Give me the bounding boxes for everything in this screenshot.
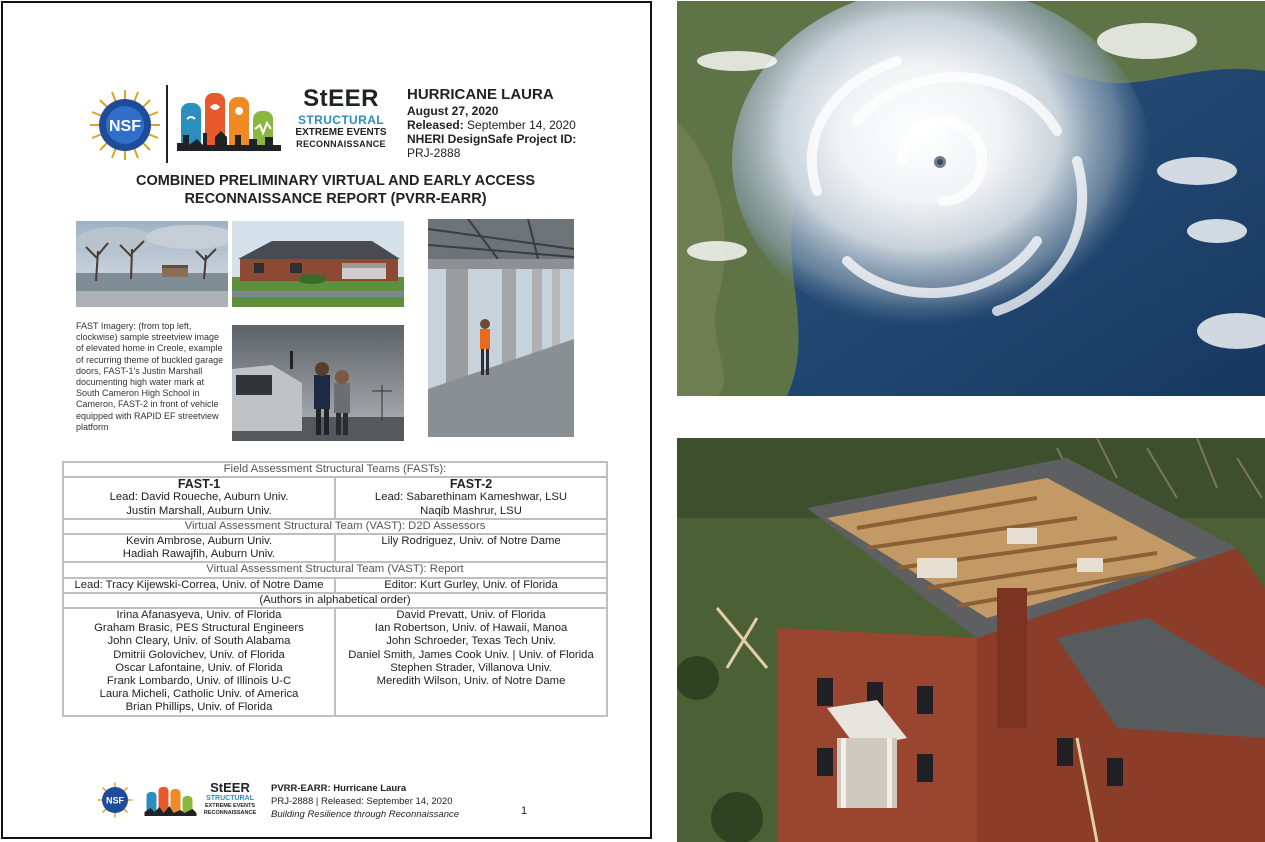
author: Meredith Wilson, Univ. of Notre Dame [376, 675, 566, 688]
vast-report-header: Virtual Assessment Structural Team (VAST): Report [63, 562, 607, 577]
svg-text:NSF: NSF [106, 795, 124, 806]
released-label: Released: [407, 118, 464, 132]
nsf-logo [89, 89, 161, 161]
fast1-name: FAST-1 [177, 477, 221, 492]
steer-line1: STRUCTURAL [298, 113, 384, 127]
event-info [407, 86, 607, 160]
report-title-line1: COMBINED PRELIMINARY VIRTUAL AND EARLY ACCESS [135, 173, 536, 189]
d2d-left-cell [63, 534, 335, 562]
footer-nsf-logo [97, 782, 133, 818]
author: John Cleary, Univ. of South Alabama [107, 635, 291, 648]
project-label: NHERI DesignSafe Project ID: [407, 132, 577, 146]
report-lead: Lead: Tracy Kijewski-Correa, Univ. of Notre Dame [63, 578, 335, 593]
footer-title: PVRR-EARR: Hurricane Laura [271, 783, 407, 794]
footer-text [271, 782, 511, 821]
author: Irina Afanasyeva, Univ. of Florida [116, 609, 282, 622]
photo-fast2-team-vehicle [232, 325, 404, 441]
vast-d2d-header: Virtual Assessment Structural Team (VAST): D2D Assessors [63, 519, 607, 534]
author: Dmitrii Golovichev, Univ. of Florida [113, 648, 285, 661]
author: Ian Robertson, Univ. of Hawaii, Manoa [374, 622, 568, 635]
fast2-name: FAST-2 [449, 477, 493, 492]
report-editor: Editor: Kurt Gurley, Univ. of Florida [335, 578, 607, 593]
steer-line2: EXTREME EVENTS [295, 127, 387, 138]
fast2-lead: Lead: Sabarethinam Kameshwar, LSU [374, 491, 568, 504]
steer-logo-graphic [177, 87, 281, 159]
fast2-member: Naqib Mashrur, LSU [420, 504, 522, 517]
photo-caption: FAST Imagery: (from top left, clockwise) sample streetview image of elevated home in Creole, example of recurring theme of buckled garage doors, FAST-1's Justin Marshall documenting high water mark at South Cameron High School in Cameron, FAST-2 in front of vehicle equipped with RAPID EF streetview platform [76, 321, 224, 432]
author: Graham Brasic, PES Structural Engineers [94, 622, 304, 635]
photo-brick-house [232, 221, 404, 307]
hurricane-satellite-image [677, 1, 1265, 396]
footer-meta: PRJ-2888 | Released: September 14, 2020 [271, 796, 453, 807]
d2d-member: Lily Rodriguez, Univ. of Notre Dame [381, 535, 561, 548]
fast1-lead: Lead: David Roueche, Auburn Univ. [109, 491, 289, 504]
steer-name: StEER [303, 85, 379, 112]
footer-steer-line1: STRUCTURAL [206, 795, 254, 802]
damaged-house-aerial-image [677, 438, 1265, 842]
d2d-right-cell [335, 534, 607, 562]
svg-text:NSF: NSF [109, 118, 141, 135]
footer-tagline: Building Resilience through Reconnaissance [271, 809, 460, 820]
footer-steer-line3: RECONNAISSANCE [203, 810, 257, 816]
page-number: 1 [521, 805, 528, 817]
report-title [63, 172, 608, 208]
footer-steer-line2: EXTREME EVENTS [204, 803, 256, 809]
author: Oscar Lafontaine, Univ. of Florida [115, 661, 283, 674]
report-page [1, 1, 652, 839]
authors-header: (Authors in alphabetical order) [63, 593, 607, 608]
steer-wordmark [293, 85, 389, 150]
event-title: HURRICANE LAURA [407, 86, 554, 103]
author: John Schroeder, Texas Tech Univ. [386, 635, 556, 648]
d2d-member: Hadiah Rawajfih, Auburn Univ. [122, 548, 276, 561]
author: Stephen Strader, Villanova Univ. [390, 661, 552, 674]
photo-flooded-street [76, 221, 228, 307]
event-date: August 27, 2020 [407, 104, 499, 118]
author: Brian Phillips, Univ. of Florida [125, 701, 273, 714]
project-id: PRJ-2888 [407, 146, 461, 160]
photo-school-high-water-mark [428, 219, 574, 437]
logo-divider [166, 85, 168, 163]
author: Laura Micheli, Catholic Univ. of America [99, 688, 299, 701]
author: Daniel Smith, James Cook Univ. | Univ. of Florida [348, 648, 594, 661]
fast-header: Field Assessment Structural Teams (FASTs): [63, 462, 607, 477]
released-date: September 14, 2020 [467, 118, 576, 132]
author: Frank Lombardo, Univ. of Illinois U-C [106, 675, 292, 688]
footer-steer-logo-graphic [143, 784, 198, 820]
author: David Prevatt, Univ. of Florida [396, 609, 546, 622]
report-title-line2: RECONNAISSANCE REPORT (PVRR-EARR) [184, 191, 487, 207]
fast1-cell [63, 477, 335, 519]
footer-steer-wordmark [203, 780, 257, 817]
fast1-member: Justin Marshall, Auburn Univ. [126, 504, 272, 517]
d2d-member: Kevin Ambrose, Auburn Univ. [125, 535, 273, 548]
footer-steer-name: StEER [210, 780, 250, 795]
authors-left-cell [63, 608, 335, 716]
teams-table [62, 461, 608, 717]
authors-right-cell [335, 608, 607, 716]
steer-line3: RECONNAISSANCE [296, 139, 386, 149]
fast2-cell [335, 477, 607, 519]
